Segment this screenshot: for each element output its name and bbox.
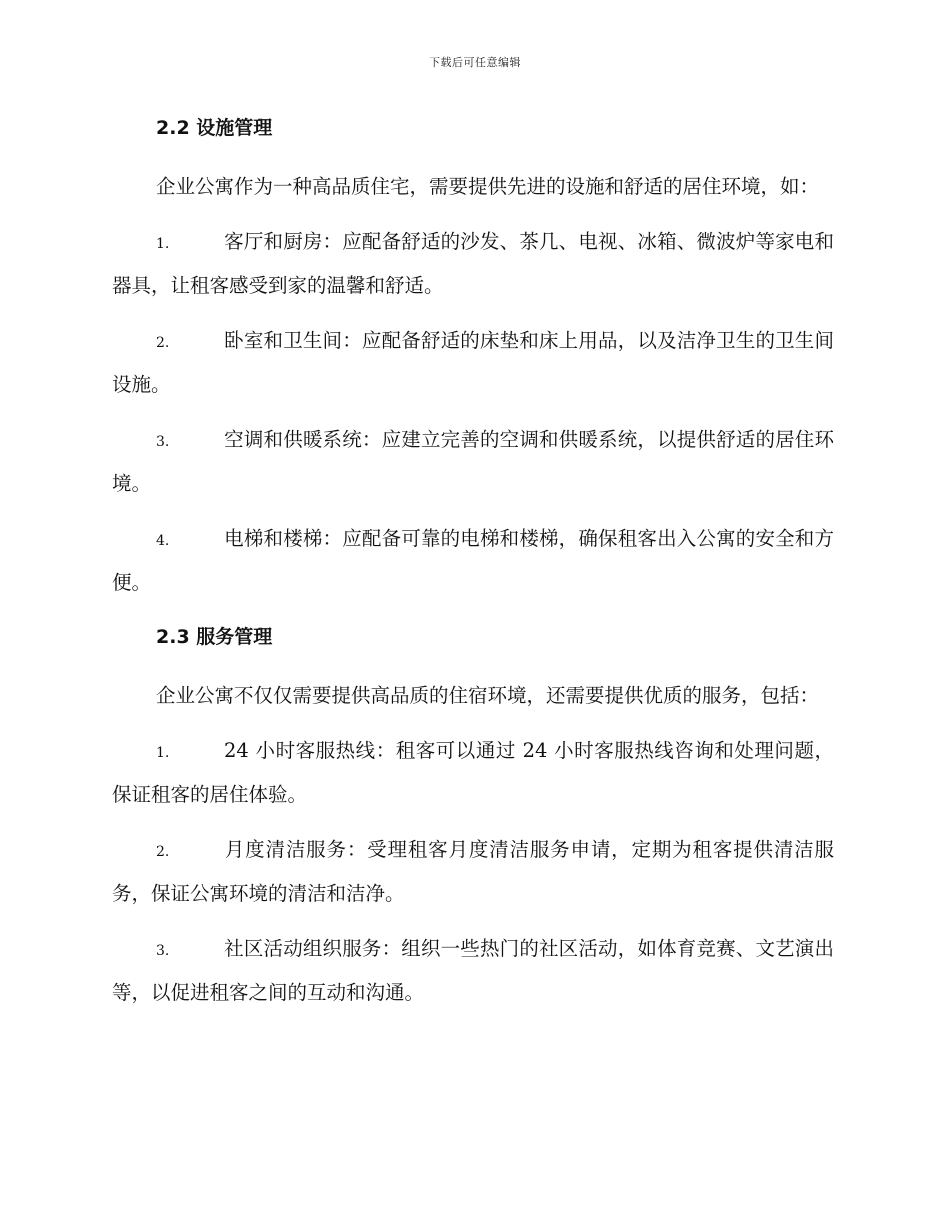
list-text: 电梯和楼梯：应配备可靠的电梯和楼梯，确保租客出入公寓的安全和方便。: [112, 527, 834, 594]
list-text: 24 小时客服热线：租客可以通过 24 小时客服热线咨询和处理问题，保证租客的居住体验。: [112, 739, 834, 806]
list-item: [112, 730, 834, 815]
list-item: [112, 829, 834, 914]
list-number: 2.: [156, 844, 170, 860]
list-text: 空调和供暖系统：应建立完善的空调和供暖系统，以提供舒适的居住环境。: [112, 428, 834, 495]
section-heading: 2.3 服务管理: [156, 626, 273, 648]
list-item: [112, 518, 834, 603]
section-service-management: [112, 617, 834, 1013]
section-heading: 2.2 设施管理: [156, 117, 273, 139]
list-number: 3.: [156, 943, 170, 959]
section-intro: 企业公寓作为一种高品质住宅，需要提供先进的设施和舒适的居住环境，如：: [156, 175, 820, 198]
list-text: 月度清洁服务：受理租客月度清洁服务申请，定期为租客提供清洁服务，保证公寓环境的清洁和洁净。: [112, 838, 834, 905]
list-item: [112, 221, 834, 306]
list-number: 2.: [156, 335, 170, 351]
list-number: 3.: [156, 434, 170, 450]
list-text: 卧室和卫生间：应配备舒适的床垫和床上用品，以及洁净卫生的卫生间设施。: [112, 329, 834, 396]
document-body: [112, 108, 834, 1027]
list-number: 4.: [156, 533, 170, 549]
list-text: 社区活动组织服务：组织一些热门的社区活动，如体育竞赛、文艺演出等，以促进租客之间的互动和沟通。: [112, 937, 834, 1004]
page-header: 下载后可任意编辑: [429, 56, 521, 69]
list-number: 1.: [156, 745, 170, 761]
list-text: 客厅和厨房：应配备舒适的沙发、茶几、电视、冰箱、微波炉等家电和器具，让租客感受到家的温馨和舒适。: [112, 230, 834, 297]
list-item: [112, 419, 834, 504]
list-number: 1.: [156, 236, 170, 252]
list-item: [112, 928, 834, 1013]
section-intro: 企业公寓不仅仅需要提供高品质的住宿环境，还需要提供优质的服务，包括：: [156, 684, 820, 707]
section-facility-management: [112, 108, 834, 603]
list-item: [112, 320, 834, 405]
